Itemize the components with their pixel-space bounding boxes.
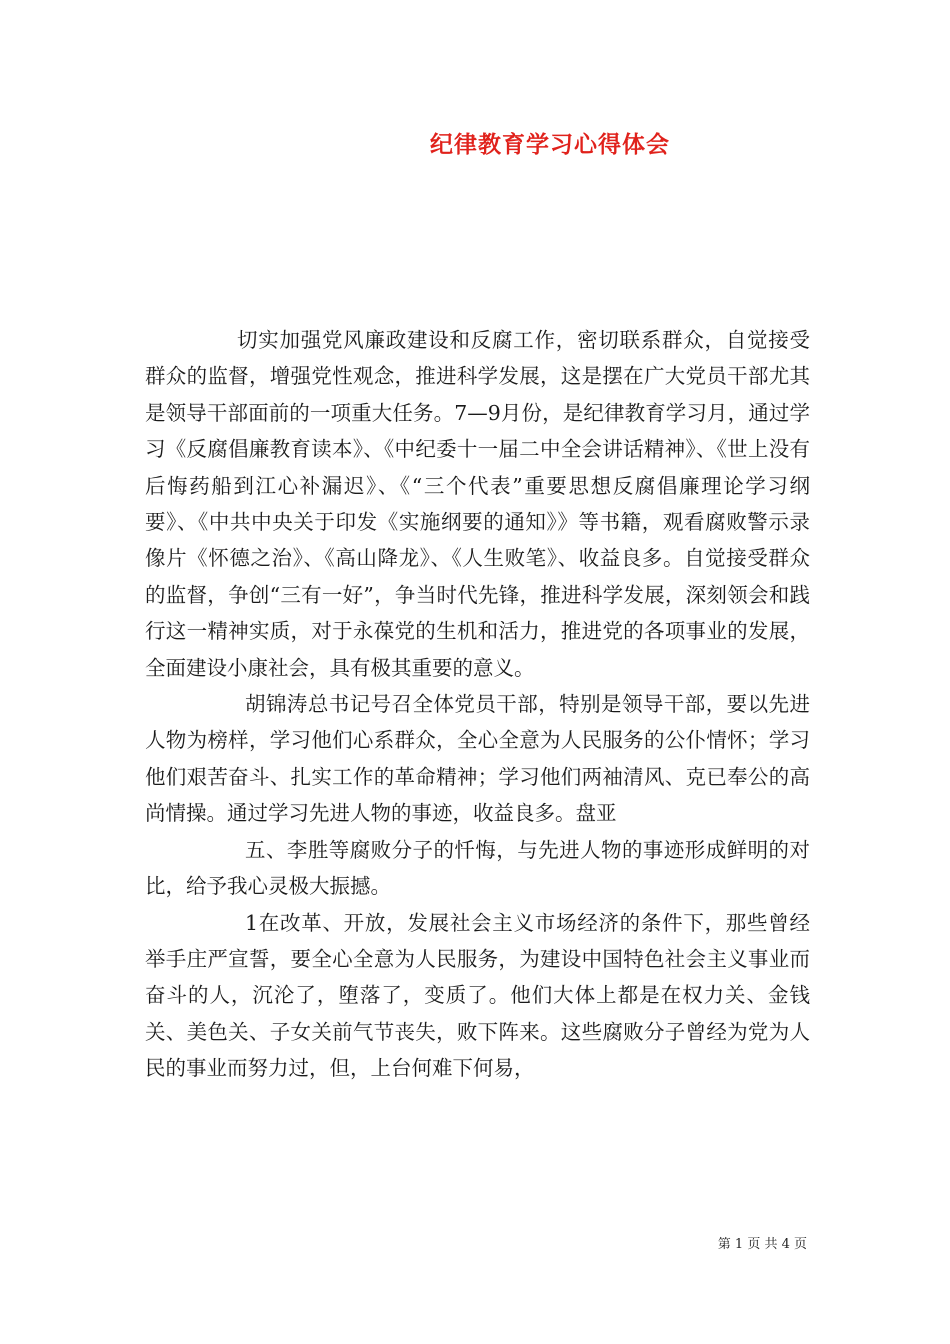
page-number: 第 1 页 共 4 页 xyxy=(717,1237,807,1252)
paragraph-2: 胡锦涛总书记号召全体党员干部，特别是领导干部，要以先进人物为榜样，学习他们心系群众，全心全意为人民服务的公仆情怀；学习他们艰苦奋斗、扎实工作的革命精神；学习他们两袖清风、克已奉公的高尚情操。通过学习先进人物的事迹，收益良多。盘亚 xyxy=(145,692,810,826)
paragraph-4: 1在改革、开放，发展社会主义市场经济的条件下，那些曾经举手庄严宣誓，要全心全意为人民服务，为建设中国特色社会主义事业而奋斗的人，沉沦了，堕落了，变质了。他们大体上都是在权力关、金钱关、美色关、子女关前气节丧失，败下阵来。这些腐败分子曾经为党为人民的事业而努力过，但，上台何难下何易， xyxy=(145,910,810,1081)
document-title: 纪律教育学习心得体会 xyxy=(430,131,670,158)
paragraph-3: 五、李胜等腐败分子的忏悔，与先进人物的事迹形成鲜明的对比，给予我心灵极大振撼。 xyxy=(145,837,810,899)
document-body xyxy=(145,322,810,1087)
paragraph-1: 切实加强党风廉政建设和反腐工作，密切联系群众，自觉接受群众的监督，增强党性观念，推进科学发展，这是摆在广大党员干部尤其是领导干部面前的一项重大任务。7—9月份，是纪律教育学习月，通过学习《反腐倡廉教育读本》、《中纪委十一届二中全会讲话精神》、《世上没有后悔药船到江心补漏迟》、《“三个代表”重要思想反腐倡廉理论学习纲要》、《中共中央关于印发《实施纲要的通知》》等书籍，观看腐败警示录像片《怀德之治》、《高山降龙》、《人生败笔》、收益良多。自觉接受群众的监督，争创“三有一好”，争当时代先锋，推进科学发展，深刻领会和践行这一精神实质，对于永葆党的生机和活力，推进党的各项事业的发展，全面建设小康社会，具有极其重要的意义。 xyxy=(145,328,810,680)
